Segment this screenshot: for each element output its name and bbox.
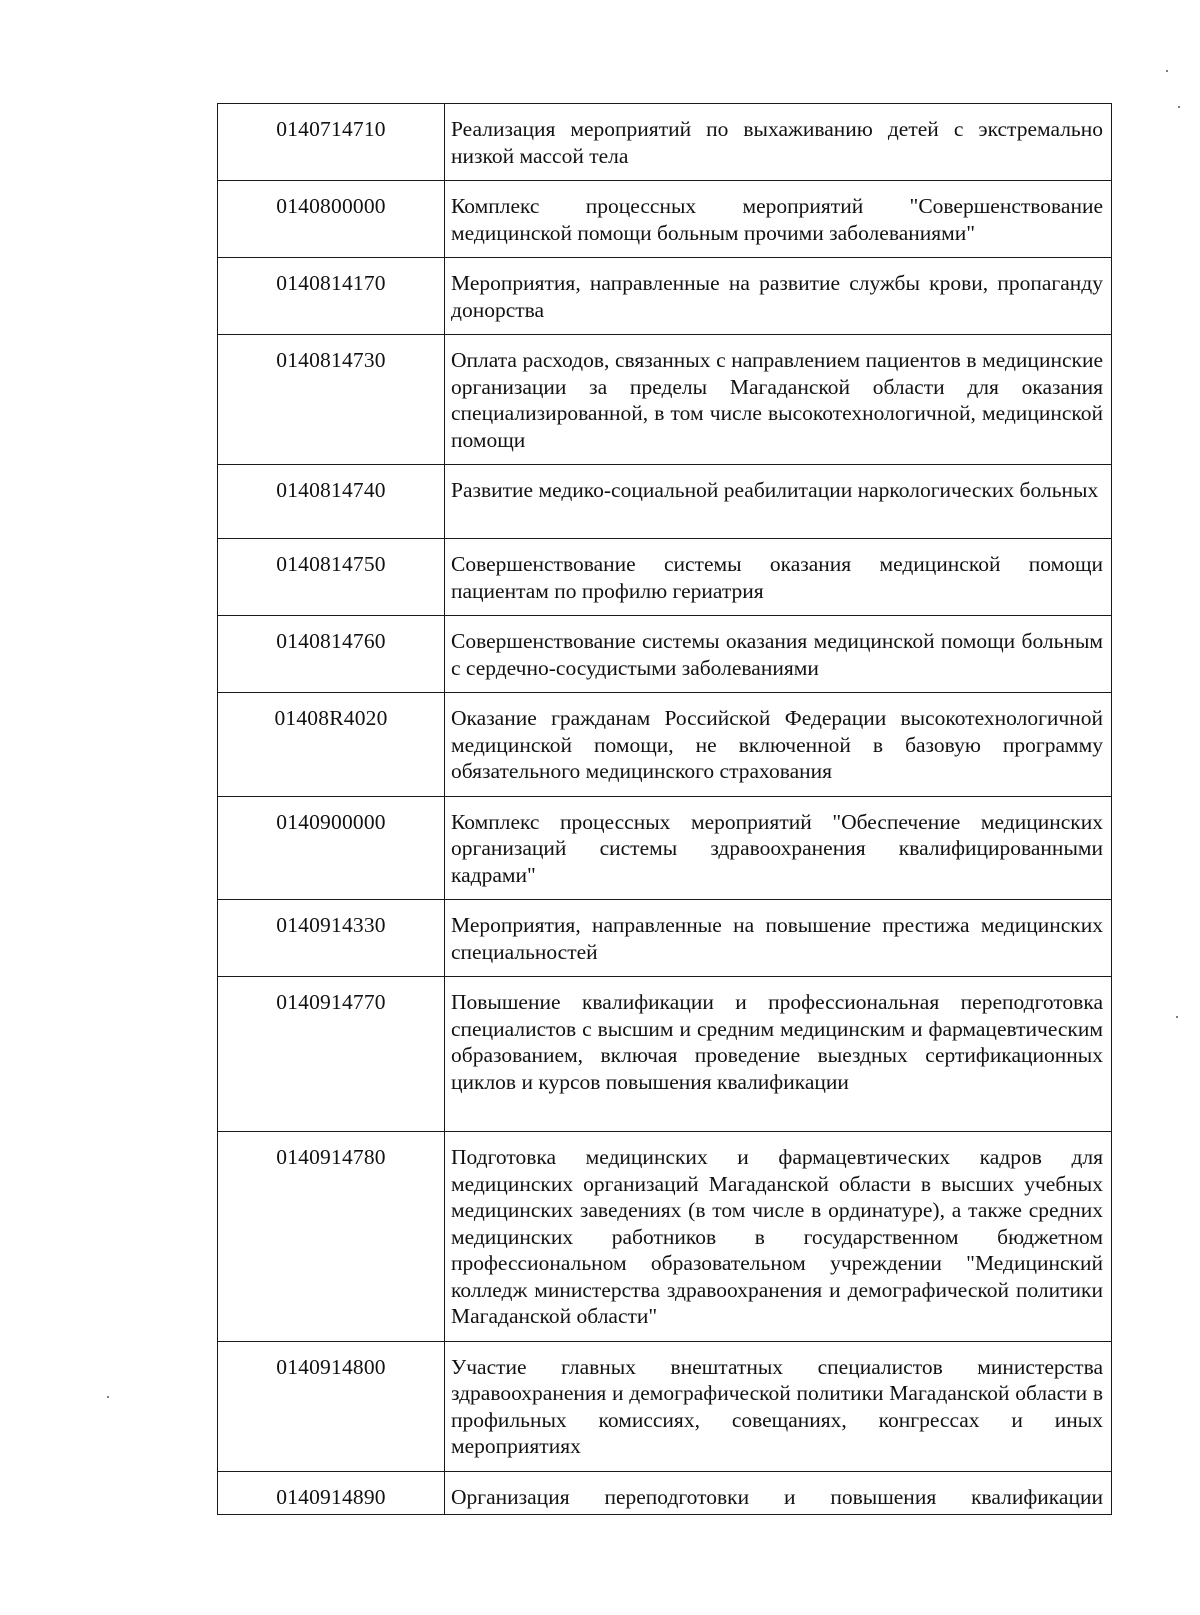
table-row bbox=[218, 1341, 1112, 1471]
scan-speck bbox=[1178, 106, 1180, 108]
table-row bbox=[218, 796, 1112, 900]
scan-speck bbox=[1176, 1016, 1178, 1018]
code-cell: 0140814170 bbox=[218, 258, 445, 335]
scan-speck bbox=[1166, 70, 1168, 72]
description-cell: Комплекс процессных мероприятий "Обеспечение медицинских организаций системы здравоохранения квалифицированными кадрами" bbox=[445, 796, 1112, 900]
scan-speck bbox=[107, 1396, 109, 1398]
code-cell: 0140914770 bbox=[218, 977, 445, 1132]
description-cell: Реализация мероприятий по выхаживанию детей с экстремально низкой массой тела bbox=[445, 104, 1112, 181]
description-cell: Мероприятия, направленные на развитие службы крови, пропаганду донорства bbox=[445, 258, 1112, 335]
code-cell: 0140800000 bbox=[218, 181, 445, 258]
table-row bbox=[218, 465, 1112, 539]
table-row bbox=[218, 335, 1112, 465]
description-cell: Участие главных внештатных специалистов министерства здравоохранения и демографической политики Магаданской области в профильных комиссиях, совещаниях, конгрессах и иных мероприятиях bbox=[445, 1341, 1112, 1471]
description-cell: Развитие медико-социальной реабилитации наркологических больных bbox=[445, 465, 1112, 539]
code-cell: 0140814760 bbox=[218, 616, 445, 693]
code-cell: 0140914330 bbox=[218, 900, 445, 977]
description-cell: Комплекс процессных мероприятий "Совершенствование медицинской помощи больным прочими заболеваниями" bbox=[445, 181, 1112, 258]
table-row bbox=[218, 1132, 1112, 1342]
table-row bbox=[218, 693, 1112, 797]
table-row bbox=[218, 181, 1112, 258]
code-cell: 0140900000 bbox=[218, 796, 445, 900]
table-row bbox=[218, 616, 1112, 693]
code-cell: 0140914780 bbox=[218, 1132, 445, 1342]
table-row bbox=[218, 258, 1112, 335]
code-cell: 0140814750 bbox=[218, 539, 445, 616]
table-row bbox=[218, 104, 1112, 181]
description-cell: Совершенствование системы оказания медицинской помощи пациентам по профилю гериатрия bbox=[445, 539, 1112, 616]
code-cell: 0140914890 bbox=[218, 1471, 445, 1515]
description-cell: Совершенствование системы оказания медицинской помощи больным с сердечно-сосудистыми заболеваниями bbox=[445, 616, 1112, 693]
description-cell: Подготовка медицинских и фармацевтических кадров для медицинских организаций Магаданской области в высших учебных медицинских заведениях (в том числе в ординатуре), а также средних медицинских работников в государственном бюджетном профессиональном образовательном учреждении "Медицинский колледж министерства здравоохранения и демографической политики Магаданской области" bbox=[445, 1132, 1112, 1342]
description-cell: Оплата расходов, связанных с направлением пациентов в медицинские организации за пределы Магаданской области для оказания специализированной, в том числе высокотехнологичной, медицинской помощи bbox=[445, 335, 1112, 465]
table-row bbox=[218, 977, 1112, 1132]
table-row bbox=[218, 539, 1112, 616]
table-row bbox=[218, 900, 1112, 977]
code-cell: 0140814740 bbox=[218, 465, 445, 539]
table-row bbox=[218, 1471, 1112, 1515]
code-cell: 0140714710 bbox=[218, 104, 445, 181]
description-cell: Оказание гражданам Российской Федерации высокотехнологичной медицинской помощи, не включенной в базовую программу обязательного медицинского страхования bbox=[445, 693, 1112, 797]
code-cell: 01408R4020 bbox=[218, 693, 445, 797]
code-cell: 0140814730 bbox=[218, 335, 445, 465]
budget-classification-table bbox=[217, 103, 1112, 1515]
code-cell: 0140914800 bbox=[218, 1341, 445, 1471]
description-cell: Организация переподготовки и повышения квалификации bbox=[445, 1471, 1112, 1515]
description-cell: Повышение квалификации и профессиональная переподготовка специалистов с высшим и средним медицинским и фармацевтическим образованием, включая проведение выездных сертификационных циклов и курсов повышения квалификации bbox=[445, 977, 1112, 1132]
description-cell: Мероприятия, направленные на повышение престижа медицинских специальностей bbox=[445, 900, 1112, 977]
